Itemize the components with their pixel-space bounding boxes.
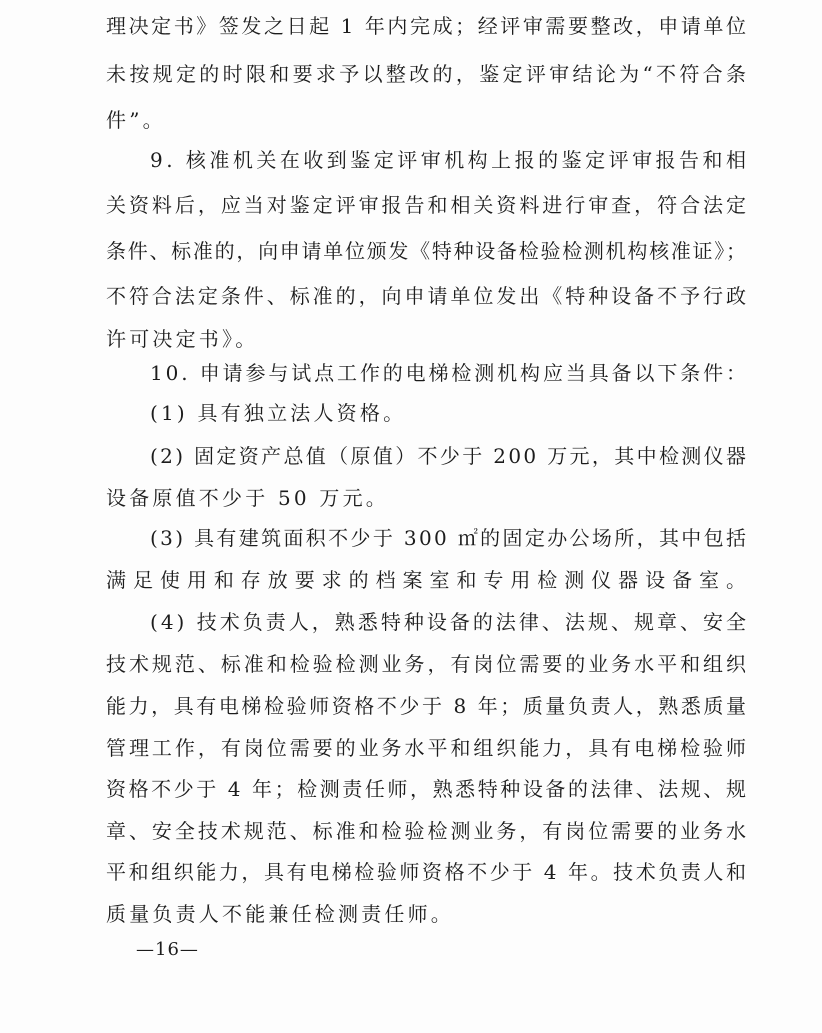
text-line-13: (3) 具有建筑面积不少于 300 ㎡的固定办公场所，其中包括: [150, 526, 749, 550]
text-line-16: 技术规范、标准和检验检测业务，有岗位需要的业务水平和组织: [106, 652, 749, 676]
text-line-21: 平和组织能力，具有电梯检验师资格不少于 4 年。技术负责人和: [106, 860, 749, 884]
text-line-15: (4) 技术负责人，熟悉特种设备的法律、法规、规章、安全: [150, 610, 750, 634]
text-line-8: 许可决定书》。: [106, 327, 259, 351]
text-line-5: 关资料后，应当对鉴定评审报告和相关资料进行审查，符合法定: [106, 193, 749, 217]
text-line-2: 未按规定的时限和要求予以整改的，鉴定评审结论为“不符合条: [106, 62, 750, 86]
text-line-14: 满足使用和存放要求的档案室和专用检测仪器设备室。: [106, 568, 753, 592]
text-line-6: 条件、标准的，向申请单位颁发《特种设备检验检测机构核准证》；: [106, 239, 748, 263]
text-line-12: 设备原值不少于 50 万元。: [106, 486, 389, 510]
text-line-18: 管理工作，有岗位需要的业务水平和组织能力，具有电梯检验师: [106, 736, 749, 760]
text-line-17: 能力，具有电梯检验师资格不少于 8 年；质量负责人，熟悉质量: [106, 694, 749, 718]
page-number: —16—: [136, 939, 199, 960]
text-line-4: 9. 核准机关在收到鉴定评审机构上报的鉴定评审报告和相: [150, 148, 750, 172]
text-line-1: 理决定书》签发之日起 1 年内完成；经评审需要整改，申请单位: [106, 14, 749, 38]
text-line-19: 资格不少于 4 年；检测责任师，熟悉特种设备的法律、法规、规: [106, 777, 749, 801]
text-line-3: 件”。: [106, 108, 166, 132]
text-line-7: 不符合法定条件、标准的，向申请单位发出《特种设备不予行政: [106, 284, 749, 308]
text-line-20: 章、安全技术规范、标准和检验检测业务，有岗位需要的业务水: [106, 819, 749, 843]
text-line-10: (1) 具有独立法人资格。: [150, 401, 407, 425]
text-line-11: (2) 固定资产总值（原值）不少于 200 万元，其中检测仪器: [150, 444, 749, 468]
text-line-22: 质量负责人不能兼任检测责任师。: [106, 902, 454, 926]
text-line-9: 10. 申请参与试点工作的电梯检测机构应当具备以下条件：: [150, 361, 749, 385]
